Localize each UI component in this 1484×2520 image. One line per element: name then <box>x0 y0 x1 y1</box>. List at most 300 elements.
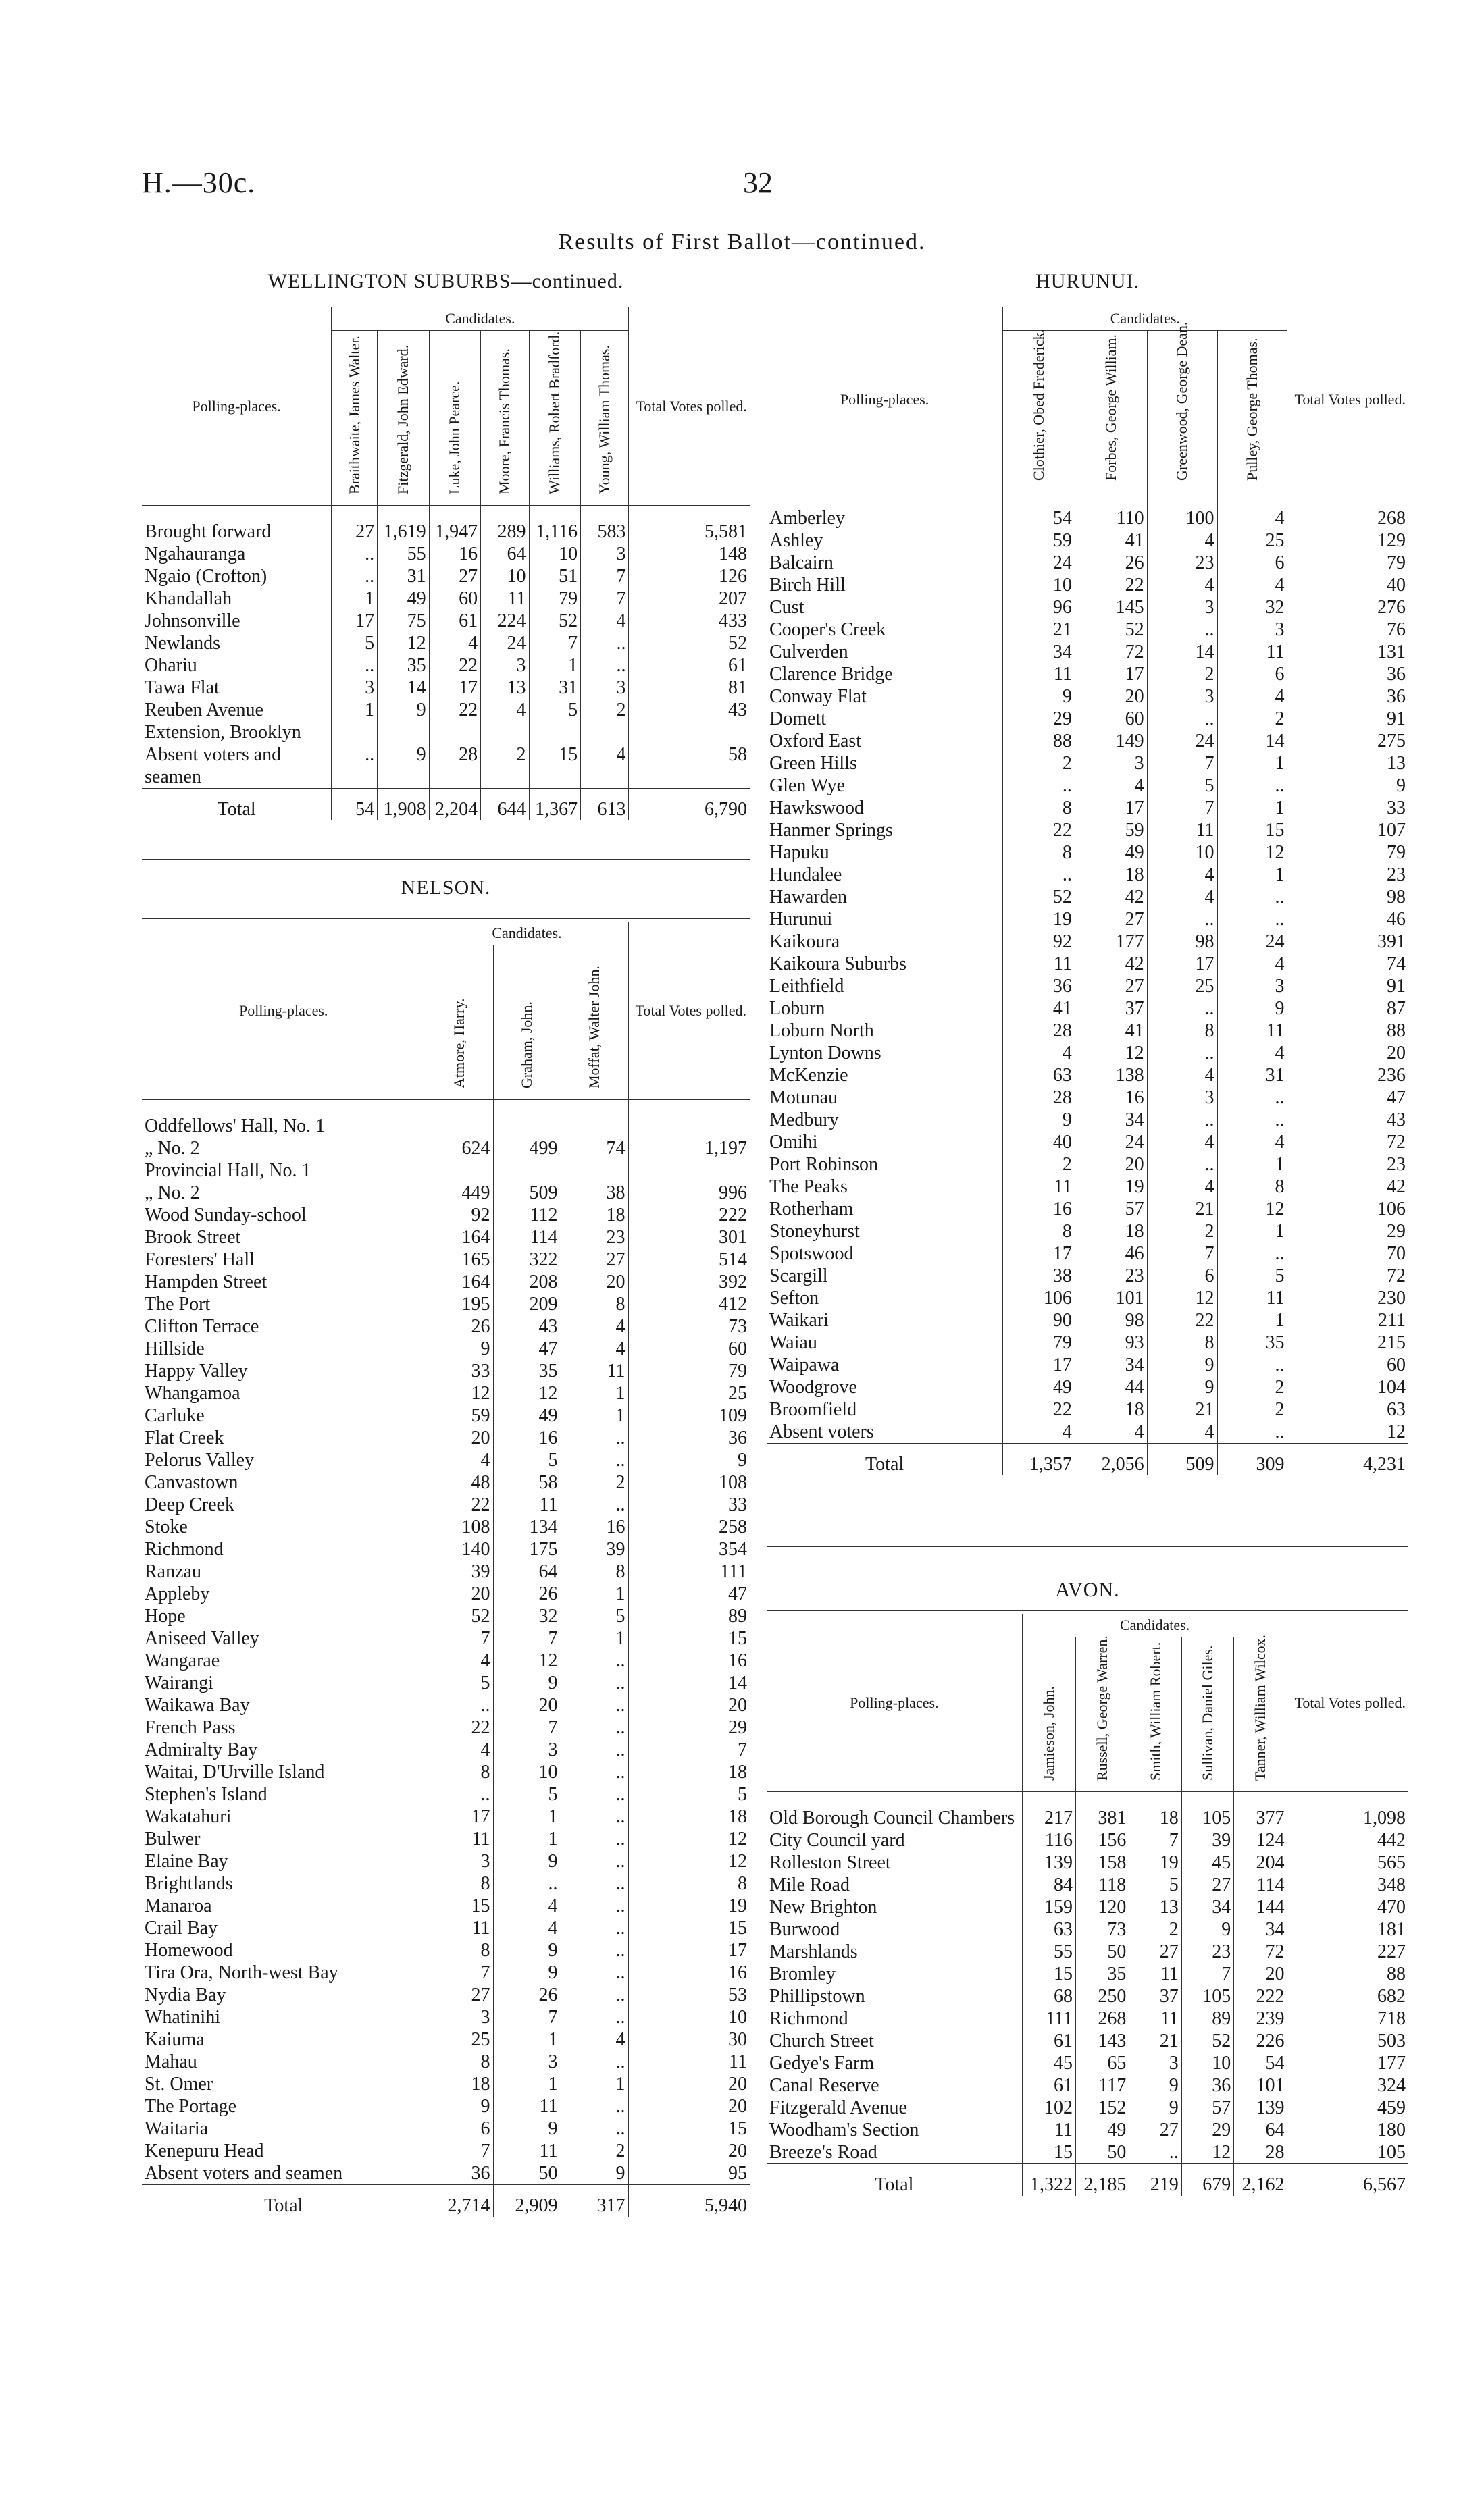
nelson-table-container <box>142 922 750 2217</box>
votes-cell: 59 <box>1003 529 1075 552</box>
votes-cell: .. <box>332 654 378 677</box>
total-votes-cell: 88 <box>1287 1020 1408 1042</box>
nelson-table-row <box>142 1650 750 1672</box>
spacer-cell <box>1287 1792 1408 1808</box>
votes-cell: 16 <box>493 1427 561 1449</box>
votes-cell: 4 <box>581 610 629 632</box>
total-votes-cell: 36 <box>1287 663 1408 685</box>
votes-cell: 22 <box>1075 574 1147 596</box>
nelson-table-row <box>142 1672 750 1694</box>
votes-cell: 8 <box>1217 1176 1287 1198</box>
votes-cell: 1 <box>493 2028 561 2051</box>
votes-cell: 37 <box>1075 997 1147 1020</box>
votes-cell: 25 <box>426 2028 493 2051</box>
hurunui-table-row <box>767 596 1408 619</box>
votes-cell: 42 <box>1075 886 1147 908</box>
hurunui-table-row <box>767 975 1408 997</box>
avon-candidate-header <box>1181 1637 1233 1792</box>
votes-cell: 3 <box>481 654 529 677</box>
total-votes-cell: 514 <box>628 1249 750 1271</box>
votes-cell: 8 <box>426 1939 493 1962</box>
votes-cell: .. <box>1003 864 1075 886</box>
total-votes-cell: 20 <box>628 2095 750 2118</box>
votes-cell: 138 <box>1075 1064 1147 1086</box>
votes-cell: 48 <box>426 1471 493 1494</box>
polling-place-name: „ No. 2 <box>145 1138 200 1159</box>
votes-cell: 120 <box>1076 1896 1129 1918</box>
votes-cell: 21 <box>1129 2030 1181 2052</box>
wellington-candidate-header <box>481 331 529 506</box>
total-cell: 2,056 <box>1075 1444 1147 1476</box>
votes-cell: 8 <box>561 1293 628 1315</box>
votes-cell: .. <box>561 2006 628 2028</box>
votes-cell: .. <box>1217 908 1287 930</box>
polling-place-name: Absent voters and seamen <box>145 744 282 787</box>
votes-cell: 7 <box>1147 1242 1217 1265</box>
nelson-table-row <box>142 1315 750 1338</box>
votes-cell: 3 <box>426 1850 493 1872</box>
hurunui-candidate-header <box>1003 328 1075 492</box>
hurunui-table-row <box>767 1220 1408 1242</box>
votes-cell: 18 <box>426 2073 493 2095</box>
votes-cell: 45 <box>1181 1852 1233 1874</box>
votes-cell: 17 <box>426 1806 493 1828</box>
total-cell: 1,908 <box>378 789 430 821</box>
polling-place-name: Foresters' Hall <box>145 1249 255 1270</box>
votes-cell: 38 <box>1003 1265 1075 1287</box>
avon-table-row <box>767 1963 1408 1985</box>
total-votes-cell: 126 <box>629 565 750 587</box>
votes-cell: 4 <box>493 1895 561 1917</box>
hurunui-table-row <box>767 1042 1408 1064</box>
spacer-cell <box>142 1100 426 1115</box>
hurunui-table-row <box>767 841 1408 864</box>
hurunui-table-row <box>767 1131 1408 1153</box>
polling-place-name: Rotherham <box>769 1199 854 1219</box>
polling-place-name: Cooper's Creek <box>769 619 886 640</box>
votes-cell: 34 <box>1003 641 1075 663</box>
total-votes-cell: 63 <box>1287 1398 1408 1421</box>
nelson-table-row <box>142 1962 750 1984</box>
votes-cell: 11 <box>1217 641 1287 663</box>
votes-cell: 208 <box>493 1271 561 1293</box>
votes-cell: 3 <box>332 677 378 699</box>
total-votes-cell: 74 <box>1287 953 1408 975</box>
votes-cell: 27 <box>1129 2119 1181 2141</box>
polling-place-name: Stoke <box>145 1517 188 1538</box>
polling-place-name: Clarence Bridge <box>769 664 893 685</box>
votes-cell: 9 <box>1147 1376 1217 1398</box>
total-votes-cell: 30 <box>628 2028 750 2051</box>
votes-cell: 8 <box>426 2051 493 2073</box>
votes-cell: 9 <box>561 2162 628 2185</box>
total-votes-cell: 33 <box>628 1494 750 1516</box>
polling-place-name: The Port <box>145 1294 211 1315</box>
votes-cell: 4 <box>1147 574 1217 596</box>
hurunui-table-row <box>767 1086 1408 1109</box>
votes-cell: .. <box>1217 886 1287 908</box>
votes-cell: .. <box>426 1694 493 1716</box>
spacer-cell <box>1022 1792 1075 1808</box>
total-votes-cell: 88 <box>1287 1963 1408 1985</box>
votes-cell: 158 <box>1076 1852 1129 1874</box>
total-votes-cell: 275 <box>1287 730 1408 752</box>
votes-cell: 73 <box>1076 1918 1129 1941</box>
votes-cell: .. <box>561 2095 628 2118</box>
hurunui-candidate-name: Forbes, George William. <box>1102 334 1119 481</box>
hurunui-candidate-name: Clothier, Obed Frederick. <box>1030 328 1048 481</box>
polling-place-name: Absent voters <box>769 1421 874 1442</box>
avon-candidate-name: Sullivan, Daniel Giles. <box>1198 1645 1216 1781</box>
votes-cell: 13 <box>481 677 529 699</box>
votes-cell: 35 <box>1076 1963 1129 1985</box>
polling-place-name: Carluke <box>145 1405 205 1426</box>
votes-cell: 1 <box>561 2073 628 2095</box>
polling-place-name: Homewood <box>145 1940 233 1961</box>
polling-place-name: Clifton Terrace <box>145 1316 259 1337</box>
votes-cell: 108 <box>426 1516 493 1538</box>
polling-place-name: Waitai, D'Urville Island <box>145 1762 325 1783</box>
nelson-table-row <box>142 2162 750 2185</box>
votes-cell: 41 <box>1075 529 1147 552</box>
votes-cell: 116 <box>1022 1829 1075 1852</box>
votes-cell: 34 <box>1075 1109 1147 1131</box>
votes-cell: 65 <box>1076 2052 1129 2074</box>
votes-cell: 5 <box>529 699 581 743</box>
total-label: Total <box>142 2185 426 2217</box>
votes-cell: 46 <box>1075 1242 1147 1265</box>
nelson-table-row <box>142 2095 750 2118</box>
votes-cell: 7 <box>1181 1963 1233 1985</box>
votes-cell: 42 <box>1075 953 1147 975</box>
wellington-candidate-header <box>429 331 481 506</box>
polling-place-name: Wakatahuri <box>145 1806 232 1827</box>
hurunui-table-row <box>767 685 1408 708</box>
votes-cell: 3 <box>581 677 629 699</box>
spacer-cell <box>332 506 378 521</box>
votes-cell: 3 <box>1075 752 1147 775</box>
total-votes-cell: 95 <box>628 2162 750 2185</box>
votes-cell: 39 <box>561 1538 628 1560</box>
votes-cell: 106 <box>1003 1287 1075 1309</box>
hurunui-table-row <box>767 775 1408 797</box>
polling-place-name: The Peaks <box>769 1176 848 1197</box>
hurunui-candidate-header <box>1147 321 1217 492</box>
polling-place-name: French Pass <box>145 1717 236 1738</box>
votes-cell: 1,947 <box>429 521 481 543</box>
polling-place-name: Green Hills <box>769 753 857 774</box>
votes-cell: 4 <box>426 1739 493 1761</box>
votes-cell: 49 <box>1076 2119 1129 2141</box>
votes-cell: 165 <box>426 1249 493 1271</box>
votes-cell: 14 <box>1217 730 1287 752</box>
hurunui-title: HURUNUI. <box>1035 270 1140 292</box>
hurunui-candidate-name: Pulley, George Thomas. <box>1244 338 1260 481</box>
polling-place-name: Oddfellows' Hall, No. 1 <box>145 1115 326 1136</box>
votes-cell: 583 <box>581 521 629 543</box>
avon-candidate-header <box>1076 1637 1129 1792</box>
hurunui-table-row <box>767 1176 1408 1198</box>
votes-cell: 9 <box>1129 2074 1181 2097</box>
polling-place-name: Reuben Avenue Extension, Brooklyn <box>145 700 301 743</box>
spacer-cell <box>1003 492 1075 508</box>
polling-place-name: Birch Hill <box>769 575 846 596</box>
votes-cell: 195 <box>426 1293 493 1315</box>
votes-cell: 222 <box>1234 1985 1287 2007</box>
avon-candidate-name: Jamieson, John. <box>1040 1686 1057 1781</box>
total-votes-cell: 42 <box>1287 1176 1408 1198</box>
votes-cell: 114 <box>493 1226 561 1249</box>
votes-cell: 26 <box>1075 552 1147 574</box>
hurunui-table-row <box>767 1198 1408 1220</box>
votes-cell: 29 <box>1181 2119 1233 2141</box>
votes-cell: 177 <box>1075 930 1147 953</box>
votes-cell: 1 <box>561 1627 628 1650</box>
votes-cell: 57 <box>1075 1198 1147 1220</box>
nelson-table-row <box>142 1516 750 1538</box>
votes-cell: 2 <box>1217 1376 1287 1398</box>
total-votes-cell: 207 <box>629 587 750 610</box>
hurunui-total-header: Total Votes polled. <box>1287 307 1408 492</box>
votes-cell: 17 <box>1075 797 1147 819</box>
votes-cell: .. <box>561 1672 628 1694</box>
votes-cell: 8 <box>1147 1020 1217 1042</box>
votes-cell: .. <box>561 1806 628 1828</box>
total-votes-cell: 354 <box>628 1538 750 1560</box>
votes-cell: 4 <box>561 1315 628 1338</box>
nelson-table-row <box>142 1917 750 1939</box>
hurunui-table-row <box>767 552 1408 574</box>
votes-cell: 26 <box>493 1984 561 2006</box>
total-votes-cell: 20 <box>628 2140 750 2162</box>
votes-cell: 9 <box>1181 1918 1233 1941</box>
spacer-cell <box>1287 492 1408 508</box>
votes-cell: 31 <box>1217 1064 1287 1086</box>
total-votes-cell: 53 <box>628 1984 750 2006</box>
hurunui-candidate-name: Greenwood, George Dean. <box>1173 321 1191 481</box>
nelson-table-row <box>142 1449 750 1471</box>
total-votes-cell: 109 <box>628 1405 750 1427</box>
votes-cell: 92 <box>426 1204 493 1226</box>
votes-cell: 20 <box>1075 685 1147 708</box>
votes-cell: 41 <box>1003 997 1075 1020</box>
votes-cell: 4 <box>1217 507 1287 529</box>
votes-cell: 52 <box>426 1605 493 1627</box>
nelson-table-row <box>142 2051 750 2073</box>
nelson-table-row <box>142 1538 750 1560</box>
wellington-candidate-header <box>378 331 430 506</box>
votes-cell: 3 <box>493 1739 561 1761</box>
avon-table-row <box>767 1918 1408 1941</box>
votes-cell: 21 <box>1003 619 1075 641</box>
votes-cell: 8 <box>1003 797 1075 819</box>
polling-place-name: City Council yard <box>769 1830 905 1851</box>
votes-cell: 79 <box>529 587 581 610</box>
polling-place-name: Hillside <box>145 1338 205 1359</box>
votes-cell: 449 <box>426 1182 493 1204</box>
votes-cell: 152 <box>1076 2097 1129 2119</box>
spacer-cell <box>1234 1792 1287 1808</box>
total-votes-cell: 20 <box>628 1694 750 1716</box>
votes-cell: .. <box>581 632 629 654</box>
hurunui-table-row <box>767 1242 1408 1265</box>
votes-cell: 4 <box>1003 1421 1075 1444</box>
polling-place-name: Waiau <box>769 1332 817 1353</box>
spacer-cell <box>1075 492 1147 508</box>
nelson-table-row <box>142 1783 750 1806</box>
votes-cell: 18 <box>1075 1398 1147 1421</box>
votes-cell: 4 <box>581 743 629 789</box>
votes-cell: 28 <box>429 743 481 789</box>
total-votes-cell: 20 <box>628 2073 750 2095</box>
votes-cell: 27 <box>332 521 378 543</box>
wellington-table-row <box>142 632 750 654</box>
votes-cell: 17 <box>1075 663 1147 685</box>
votes-cell: 2 <box>1003 752 1075 775</box>
polling-place-name: Canal Reserve <box>769 2075 879 2096</box>
polling-place-name: Johnsonville <box>145 610 240 631</box>
votes-cell: 23 <box>1075 1265 1147 1287</box>
total-votes-cell: 236 <box>1287 1064 1408 1086</box>
votes-cell: 20 <box>1234 1963 1287 1985</box>
avon-table-row <box>767 1852 1408 1874</box>
votes-cell: 144 <box>1234 1896 1287 1918</box>
votes-cell: .. <box>561 1962 628 1984</box>
votes-cell: 49 <box>1075 841 1147 864</box>
total-votes-cell: 180 <box>1287 2119 1408 2141</box>
polling-place-name: Amberley <box>769 508 845 529</box>
hurunui-table-row <box>767 663 1408 685</box>
votes-cell: 36 <box>1003 975 1075 997</box>
votes-cell: 226 <box>1234 2030 1287 2052</box>
votes-cell: 11 <box>1003 1176 1075 1198</box>
votes-cell: .. <box>1217 1086 1287 1109</box>
nelson-table-row <box>142 1405 750 1427</box>
votes-cell: 268 <box>1076 2007 1129 2030</box>
hurunui-table-row <box>767 1287 1408 1309</box>
nelson-table-row <box>142 1872 750 1895</box>
votes-cell <box>561 1115 628 1137</box>
votes-cell: 8 <box>1003 1220 1075 1242</box>
votes-cell: 61 <box>429 610 481 632</box>
votes-cell: 23 <box>561 1226 628 1249</box>
votes-cell: 1 <box>1217 1220 1287 1242</box>
votes-cell: .. <box>1147 1153 1217 1176</box>
votes-cell: 101 <box>1075 1287 1147 1309</box>
total-votes-cell: 470 <box>1287 1896 1408 1918</box>
votes-cell: 2 <box>561 2140 628 2162</box>
spacer-cell <box>561 1100 628 1115</box>
votes-cell: 11 <box>1003 953 1075 975</box>
total-cell: 2,714 <box>426 2185 493 2217</box>
votes-cell: .. <box>581 654 629 677</box>
spacer-cell <box>1129 1792 1181 1808</box>
avon-table-row <box>767 2141 1408 2164</box>
votes-cell: 4 <box>1147 886 1217 908</box>
hurunui-table-row <box>767 752 1408 775</box>
votes-cell: 164 <box>426 1271 493 1293</box>
total-votes-cell: 73 <box>628 1315 750 1338</box>
avon-table-row <box>767 1896 1408 1918</box>
total-cell: 4,231 <box>1287 1444 1408 1476</box>
votes-cell: 4 <box>426 1650 493 1672</box>
votes-cell: 145 <box>1075 596 1147 619</box>
votes-cell: 4 <box>1217 1131 1287 1153</box>
wellington-table-container <box>142 307 750 820</box>
polling-place-name: Provincial Hall, No. 1 <box>145 1160 311 1181</box>
polling-place-name: Domett <box>769 708 826 729</box>
nelson-table-row <box>142 1204 750 1226</box>
votes-cell: 2 <box>561 1471 628 1494</box>
hurunui-table-row <box>767 507 1408 529</box>
nelson-candidate-header <box>561 945 628 1100</box>
votes-cell: 52 <box>1181 2030 1233 2052</box>
total-votes-cell: 15 <box>628 1917 750 1939</box>
votes-cell: 10 <box>529 543 581 565</box>
votes-cell: 102 <box>1022 2097 1075 2119</box>
votes-cell: .. <box>1147 997 1217 1020</box>
nelson-table-row <box>142 1828 750 1850</box>
polling-place-name: Kaikoura <box>769 931 840 952</box>
avon-candidate-header <box>1022 1637 1075 1792</box>
votes-cell: 15 <box>1022 2141 1075 2164</box>
votes-cell: 1 <box>332 587 378 610</box>
total-votes-cell: 14 <box>628 1672 750 1694</box>
votes-cell: 4 <box>1147 1131 1217 1153</box>
votes-cell: 33 <box>426 1360 493 1382</box>
votes-cell: 139 <box>1022 1852 1075 1874</box>
votes-cell: 7 <box>1147 752 1217 775</box>
votes-cell: 14 <box>378 677 430 699</box>
votes-cell: 98 <box>1147 930 1217 953</box>
polling-place-name: Richmond <box>769 2008 848 2029</box>
nelson-table-row <box>142 1739 750 1761</box>
total-label: Total <box>767 1444 1003 1476</box>
total-votes-cell <box>628 1115 750 1137</box>
spacer-cell <box>481 506 529 521</box>
wellington-candidate-name: Fitzgerald, John Edward. <box>394 344 411 494</box>
total-cell: 309 <box>1217 1444 1287 1476</box>
votes-cell: 39 <box>1181 1829 1233 1852</box>
total-votes-cell: 230 <box>1287 1287 1408 1309</box>
votes-cell: 4 <box>1147 864 1217 886</box>
votes-cell: .. <box>561 1694 628 1716</box>
votes-cell: 61 <box>1022 2074 1075 2097</box>
total-votes-cell: 324 <box>1287 2074 1408 2097</box>
votes-cell: 2 <box>1147 1220 1217 1242</box>
avon-table-row <box>767 2097 1408 2119</box>
votes-cell: 60 <box>429 587 481 610</box>
votes-cell: 1 <box>493 2073 561 2095</box>
total-votes-cell: 40 <box>1287 574 1408 596</box>
hurunui-table-row <box>767 797 1408 819</box>
total-votes-cell: 15 <box>628 2118 750 2140</box>
votes-cell: 101 <box>1234 2074 1287 2097</box>
votes-cell: 50 <box>1076 1941 1129 1963</box>
votes-cell: 289 <box>481 521 529 543</box>
votes-cell: 1 <box>493 1828 561 1850</box>
polling-place-name: Kenepuru Head <box>145 2141 264 2161</box>
nelson-table-row <box>142 2028 750 2051</box>
votes-cell: .. <box>1217 1109 1287 1131</box>
total-votes-cell: 52 <box>629 632 750 654</box>
hurunui-table-row <box>767 953 1408 975</box>
votes-cell: 1 <box>493 1806 561 1828</box>
total-label: Total <box>767 2164 1022 2197</box>
votes-cell: 18 <box>1075 1220 1147 1242</box>
polling-place-name: Pelorus Valley <box>145 1450 255 1471</box>
total-votes-cell: 222 <box>628 1204 750 1226</box>
